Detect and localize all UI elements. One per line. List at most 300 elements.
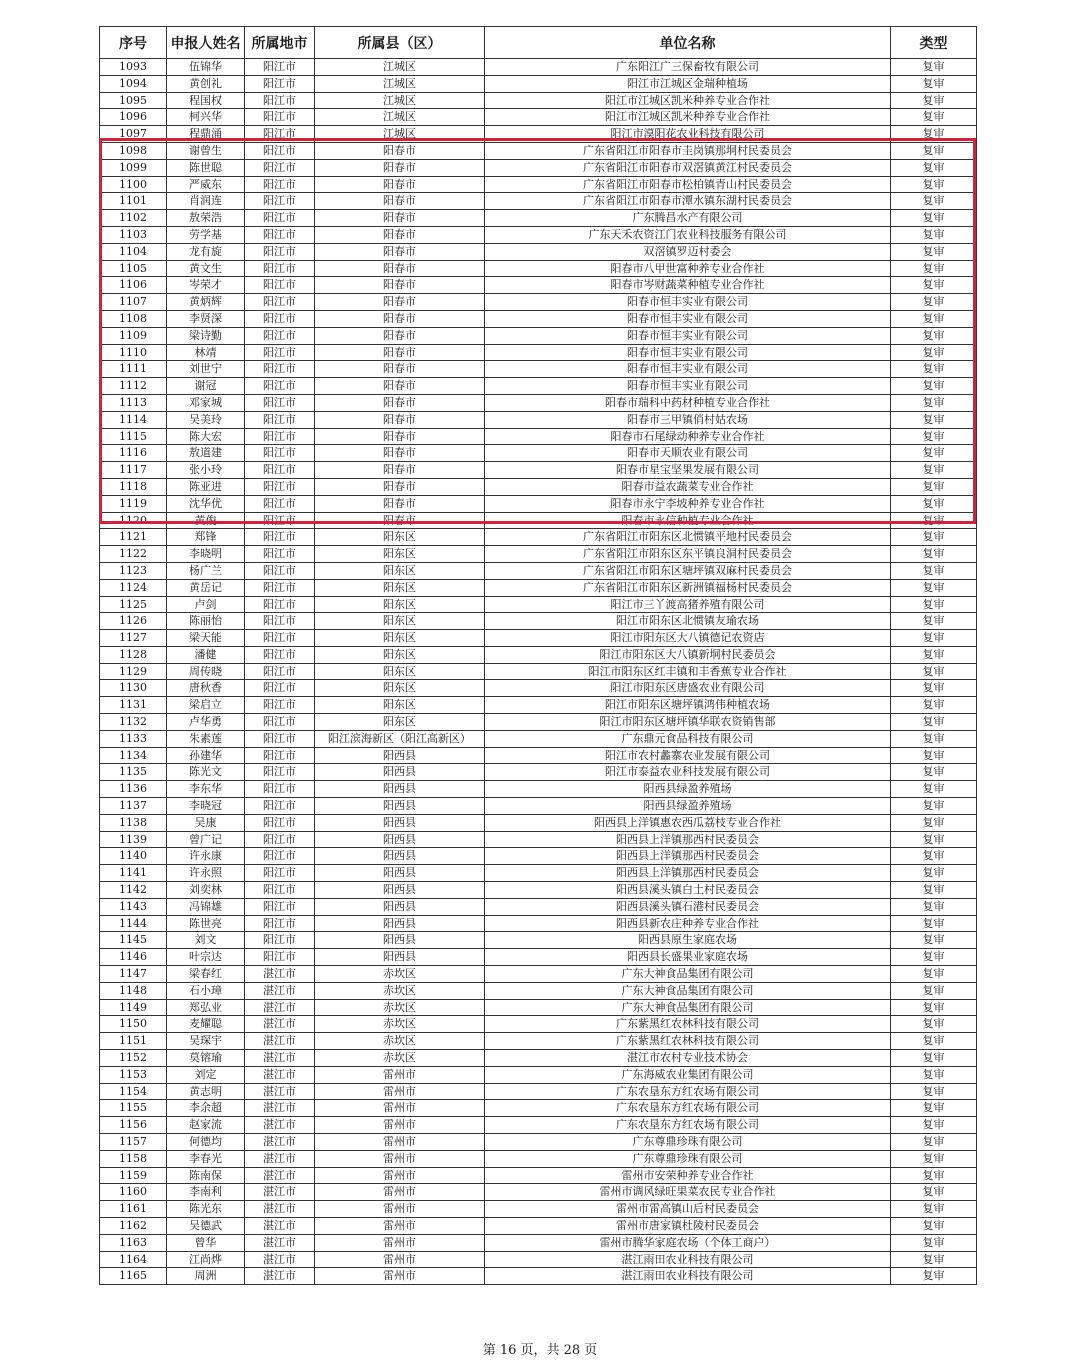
cell-county: 江城区 (315, 126, 485, 143)
cell-county: 阳春市 (315, 193, 485, 210)
cell-unit-name: 阳西县上洋镇惠农西瓜荔枝专业合作社 (485, 814, 891, 831)
cell-type: 复审 (891, 1234, 977, 1251)
cell-type: 复审 (891, 529, 977, 546)
cell-applicant-name: 许永康 (167, 848, 245, 865)
cell-applicant-name: 谢冠 (167, 378, 245, 395)
cell-county: 阳东区 (315, 546, 485, 563)
cell-city: 阳江市 (245, 126, 315, 143)
cell-type: 复审 (891, 932, 977, 949)
cell-county: 阳春市 (315, 159, 485, 176)
cell-city: 湛江市 (245, 1100, 315, 1117)
cell-county: 阳西县 (315, 882, 485, 899)
cell-type: 复审 (891, 344, 977, 361)
cell-county: 阳春市 (315, 277, 485, 294)
cell-city: 阳江市 (245, 428, 315, 445)
cell-serial: 1106 (100, 277, 167, 294)
table-row (100, 1150, 977, 1167)
cell-county: 阳春市 (315, 411, 485, 428)
cell-county: 阳西县 (315, 898, 485, 915)
table-row (100, 546, 977, 563)
cell-type: 复审 (891, 193, 977, 210)
cell-city: 阳江市 (245, 697, 315, 714)
cell-type: 复审 (891, 848, 977, 865)
cell-type: 复审 (891, 1184, 977, 1201)
cell-county: 阳东区 (315, 697, 485, 714)
cell-unit-name: 广东大神食品集团有限公司 (485, 966, 891, 983)
table-row (100, 176, 977, 193)
cell-serial: 1110 (100, 344, 167, 361)
table-row (100, 630, 977, 647)
table-row (100, 428, 977, 445)
cell-serial: 1146 (100, 949, 167, 966)
cell-city: 阳江市 (245, 714, 315, 731)
table-row (100, 982, 977, 999)
table-row (100, 109, 977, 126)
cell-city: 湛江市 (245, 999, 315, 1016)
cell-unit-name: 阳江市阳东区红丰镇和丰香蕉专业合作社 (485, 663, 891, 680)
cell-applicant-name: 杨广兰 (167, 562, 245, 579)
cell-city: 阳江市 (245, 109, 315, 126)
cell-unit-name: 广东紫黑红农林科技有限公司 (485, 1016, 891, 1033)
cell-applicant-name: 周传晓 (167, 663, 245, 680)
table-row (100, 1201, 977, 1218)
cell-applicant-name: 郑锋 (167, 529, 245, 546)
cell-unit-name: 广东省阳江市阳春市松柏镇青山村民委员会 (485, 176, 891, 193)
cell-type: 复审 (891, 1066, 977, 1083)
cell-serial: 1107 (100, 294, 167, 311)
cell-applicant-name: 孙建华 (167, 747, 245, 764)
cell-type: 复审 (891, 1217, 977, 1234)
cell-county: 阳春市 (315, 512, 485, 529)
cell-city: 湛江市 (245, 982, 315, 999)
table-row (100, 344, 977, 361)
cell-applicant-name: 麦耀聪 (167, 1016, 245, 1033)
cell-type: 复审 (891, 1050, 977, 1067)
table-row (100, 378, 977, 395)
cell-serial: 1120 (100, 512, 167, 529)
cell-type: 复审 (891, 1268, 977, 1285)
cell-county: 阳西县 (315, 747, 485, 764)
cell-type: 复审 (891, 798, 977, 815)
cell-serial: 1134 (100, 747, 167, 764)
cell-city: 湛江市 (245, 966, 315, 983)
cell-county: 雷州市 (315, 1217, 485, 1234)
cell-type: 复审 (891, 764, 977, 781)
cell-city: 阳江市 (245, 226, 315, 243)
cell-city: 阳江市 (245, 764, 315, 781)
cell-unit-name: 阳春市益农蔬菜专业合作社 (485, 478, 891, 495)
cell-serial: 1128 (100, 646, 167, 663)
cell-city: 阳江市 (245, 327, 315, 344)
cell-applicant-name: 梁诗勤 (167, 327, 245, 344)
cell-unit-name: 阳春市岑财蔬菜种植专业合作社 (485, 277, 891, 294)
cell-applicant-name: 陈世聪 (167, 159, 245, 176)
cell-type: 复审 (891, 646, 977, 663)
table-row (100, 126, 977, 143)
cell-type: 复审 (891, 546, 977, 563)
table-row (100, 394, 977, 411)
cell-serial: 1163 (100, 1234, 167, 1251)
header-city: 所属地市 (245, 27, 315, 59)
cell-type: 复审 (891, 714, 977, 731)
cell-unit-name: 阳春市恒丰实业有限公司 (485, 310, 891, 327)
cell-county: 阳春市 (315, 260, 485, 277)
cell-county: 阳西县 (315, 932, 485, 949)
cell-applicant-name: 曾华 (167, 1234, 245, 1251)
cell-county: 赤坎区 (315, 1016, 485, 1033)
cell-applicant-name: 何德均 (167, 1134, 245, 1151)
cell-city: 阳江市 (245, 512, 315, 529)
cell-county: 阳西县 (315, 949, 485, 966)
cell-county: 赤坎区 (315, 982, 485, 999)
cell-type: 复审 (891, 1083, 977, 1100)
cell-serial: 1122 (100, 546, 167, 563)
cell-city: 湛江市 (245, 1201, 315, 1218)
cell-type: 复审 (891, 747, 977, 764)
cell-applicant-name: 敖道建 (167, 445, 245, 462)
table-row (100, 327, 977, 344)
cell-city: 阳江市 (245, 529, 315, 546)
cell-unit-name: 广东省阳江市阳东区东平镇良洞村民委员会 (485, 546, 891, 563)
cell-type: 复审 (891, 1167, 977, 1184)
cell-county: 阳东区 (315, 579, 485, 596)
cell-type: 复审 (891, 814, 977, 831)
cell-county: 阳春市 (315, 243, 485, 260)
cell-county: 阳西县 (315, 915, 485, 932)
table-row (100, 1066, 977, 1083)
cell-county: 阳春市 (315, 344, 485, 361)
cell-applicant-name: 程国权 (167, 92, 245, 109)
table-row (100, 781, 977, 798)
cell-unit-name: 广东大神食品集团有限公司 (485, 999, 891, 1016)
cell-applicant-name: 陈南保 (167, 1167, 245, 1184)
cell-applicant-name: 刘文 (167, 932, 245, 949)
table-row (100, 747, 977, 764)
cell-unit-name: 阳江市江城区凯米种养专业合作社 (485, 92, 891, 109)
cell-serial: 1155 (100, 1100, 167, 1117)
cell-serial: 1126 (100, 613, 167, 630)
cell-unit-name: 雷州市唐家镇杜陵村民委员会 (485, 1217, 891, 1234)
cell-unit-name: 阳江市阳东区塘坪镇鸿伟种植农场 (485, 697, 891, 714)
cell-county: 江城区 (315, 92, 485, 109)
cell-type: 复审 (891, 562, 977, 579)
cell-applicant-name: 吴琛宇 (167, 1033, 245, 1050)
cell-type: 复审 (891, 92, 977, 109)
cell-city: 湛江市 (245, 1016, 315, 1033)
cell-county: 赤坎区 (315, 966, 485, 983)
cell-unit-name: 阳春市恒丰实业有限公司 (485, 344, 891, 361)
cell-applicant-name: 黄志明 (167, 1083, 245, 1100)
cell-applicant-name: 严威东 (167, 176, 245, 193)
cell-applicant-name: 刘定 (167, 1066, 245, 1083)
cell-applicant-name: 莫镕瑜 (167, 1050, 245, 1067)
cell-county: 雷州市 (315, 1150, 485, 1167)
cell-unit-name: 雷州市安荣种养专业合作社 (485, 1167, 891, 1184)
cell-city: 阳江市 (245, 579, 315, 596)
cell-applicant-name: 冯锦雄 (167, 898, 245, 915)
cell-county: 阳东区 (315, 646, 485, 663)
cell-type: 复审 (891, 1016, 977, 1033)
cell-applicant-name: 沈华优 (167, 495, 245, 512)
cell-type: 复审 (891, 142, 977, 159)
cell-city: 阳江市 (245, 462, 315, 479)
cell-type: 复审 (891, 663, 977, 680)
cell-unit-name: 阳春市恒丰实业有限公司 (485, 327, 891, 344)
cell-applicant-name: 李南利 (167, 1184, 245, 1201)
cell-unit-name: 广东阳江广三保畜牧有限公司 (485, 59, 891, 76)
table-row (100, 714, 977, 731)
cell-city: 湛江市 (245, 1066, 315, 1083)
cell-county: 阳江滨海新区（阳江高新区） (315, 730, 485, 747)
cell-county: 阳东区 (315, 630, 485, 647)
cell-applicant-name: 李东华 (167, 781, 245, 798)
cell-type: 复审 (891, 630, 977, 647)
cell-county: 雷州市 (315, 1268, 485, 1285)
table-row (100, 798, 977, 815)
cell-unit-name: 广东农垦东方红农场有限公司 (485, 1100, 891, 1117)
table-row (100, 932, 977, 949)
cell-serial: 1114 (100, 411, 167, 428)
cell-type: 复审 (891, 59, 977, 76)
table-row (100, 260, 977, 277)
cell-county: 雷州市 (315, 1117, 485, 1134)
cell-type: 复审 (891, 109, 977, 126)
cell-type: 复审 (891, 260, 977, 277)
cell-city: 湛江市 (245, 1234, 315, 1251)
cell-type: 复审 (891, 1117, 977, 1134)
cell-unit-name: 雷州市雷高镇山后村民委员会 (485, 1201, 891, 1218)
cell-unit-name: 广东省阳江市阳东区北惯镇平地村民委员会 (485, 529, 891, 546)
cell-county: 阳春市 (315, 294, 485, 311)
cell-type: 复审 (891, 1201, 977, 1218)
cell-county: 江城区 (315, 59, 485, 76)
cell-city: 湛江市 (245, 1134, 315, 1151)
cell-applicant-name: 唐秋香 (167, 680, 245, 697)
cell-county: 江城区 (315, 75, 485, 92)
table-row (100, 1100, 977, 1117)
cell-unit-name: 阳春市永宁李坡种养专业合作社 (485, 495, 891, 512)
cell-unit-name: 广东鼎元食品科技有限公司 (485, 730, 891, 747)
cell-applicant-name: 张小玲 (167, 462, 245, 479)
cell-serial: 1111 (100, 361, 167, 378)
cell-city: 阳江市 (245, 848, 315, 865)
cell-type: 复审 (891, 898, 977, 915)
page-number: 第 16 页，共 28 页 (482, 1343, 598, 1358)
cell-type: 复审 (891, 243, 977, 260)
table-row (100, 966, 977, 983)
cell-unit-name: 阳西县绿盈养殖场 (485, 781, 891, 798)
cell-county: 赤坎区 (315, 999, 485, 1016)
cell-county: 阳西县 (315, 814, 485, 831)
cell-city: 阳江市 (245, 562, 315, 579)
cell-applicant-name: 邓家城 (167, 394, 245, 411)
cell-city: 阳江市 (245, 59, 315, 76)
cell-unit-name: 广东天禾农资江门农业科技服务有限公司 (485, 226, 891, 243)
cell-unit-name: 广东紫黑红农林科技有限公司 (485, 1033, 891, 1050)
table-row (100, 361, 977, 378)
table-body (100, 59, 977, 1285)
table-row (100, 1117, 977, 1134)
cell-serial: 1159 (100, 1167, 167, 1184)
cell-applicant-name: 梁天能 (167, 630, 245, 647)
cell-serial: 1136 (100, 781, 167, 798)
cell-county: 阳西县 (315, 781, 485, 798)
cell-serial: 1116 (100, 445, 167, 462)
cell-city: 湛江市 (245, 1033, 315, 1050)
cell-applicant-name: 叶宗达 (167, 949, 245, 966)
cell-applicant-name: 陈光文 (167, 764, 245, 781)
cell-serial: 1145 (100, 932, 167, 949)
cell-type: 复审 (891, 1150, 977, 1167)
cell-serial: 1102 (100, 210, 167, 227)
header-serial: 序号 (100, 27, 167, 59)
cell-serial: 1138 (100, 814, 167, 831)
cell-county: 阳东区 (315, 663, 485, 680)
table-row (100, 915, 977, 932)
cell-city: 阳江市 (245, 814, 315, 831)
cell-county: 阳东区 (315, 714, 485, 731)
cell-county: 阳春市 (315, 327, 485, 344)
table-row (100, 1134, 977, 1151)
cell-applicant-name: 黄岳记 (167, 579, 245, 596)
cell-unit-name: 双滘镇罗迈村委会 (485, 243, 891, 260)
cell-city: 阳江市 (245, 294, 315, 311)
cell-serial: 1108 (100, 310, 167, 327)
table-row (100, 445, 977, 462)
cell-city: 阳江市 (245, 865, 315, 882)
cell-type: 复审 (891, 781, 977, 798)
cell-county: 阳西县 (315, 798, 485, 815)
cell-type: 复审 (891, 327, 977, 344)
cell-city: 阳江市 (245, 949, 315, 966)
cell-serial: 1094 (100, 75, 167, 92)
cell-serial: 1133 (100, 730, 167, 747)
table-row (100, 898, 977, 915)
table-row (100, 949, 977, 966)
cell-city: 阳江市 (245, 176, 315, 193)
table-row (100, 478, 977, 495)
cell-serial: 1100 (100, 176, 167, 193)
cell-county: 阳西县 (315, 865, 485, 882)
cell-type: 复审 (891, 495, 977, 512)
table-row (100, 865, 977, 882)
cell-unit-name: 阳西县溪头镇白土村民委员会 (485, 882, 891, 899)
cell-serial: 1140 (100, 848, 167, 865)
cell-serial: 1153 (100, 1066, 167, 1083)
cell-unit-name: 阳江市三丫渡高猪养殖有限公司 (485, 596, 891, 613)
cell-applicant-name: 黄俊 (167, 512, 245, 529)
cell-city: 阳江市 (245, 92, 315, 109)
cell-county: 雷州市 (315, 1066, 485, 1083)
cell-serial: 1142 (100, 882, 167, 899)
cell-unit-name: 阳江市阳东区北惯镇友瑜农场 (485, 613, 891, 630)
cell-county: 阳春市 (315, 210, 485, 227)
cell-serial: 1103 (100, 226, 167, 243)
cell-type: 复审 (891, 831, 977, 848)
cell-unit-name: 阳江市阳东区大八镇德记农资店 (485, 630, 891, 647)
cell-type: 复审 (891, 966, 977, 983)
cell-city: 阳江市 (245, 277, 315, 294)
cell-unit-name: 广东省阳江市阳春市潭水镇东湖村民委员会 (485, 193, 891, 210)
cell-serial: 1154 (100, 1083, 167, 1100)
cell-unit-name: 阳春市天顺农业有限公司 (485, 445, 891, 462)
cell-serial: 1112 (100, 378, 167, 395)
table-row (100, 697, 977, 714)
cell-county: 阳春市 (315, 142, 485, 159)
cell-city: 阳江市 (245, 478, 315, 495)
cell-applicant-name: 李晓冠 (167, 798, 245, 815)
cell-serial: 1101 (100, 193, 167, 210)
cell-city: 阳江市 (245, 882, 315, 899)
cell-applicant-name: 李贤深 (167, 310, 245, 327)
cell-applicant-name: 吴美玲 (167, 411, 245, 428)
cell-type: 复审 (891, 865, 977, 882)
table-row (100, 1234, 977, 1251)
cell-type: 复审 (891, 75, 977, 92)
table-header (100, 27, 977, 59)
cell-unit-name: 广东农垦东方红农场有限公司 (485, 1117, 891, 1134)
cell-applicant-name: 陈光东 (167, 1201, 245, 1218)
cell-city: 阳江市 (245, 344, 315, 361)
header-applicant-name: 申报人姓名 (167, 27, 245, 59)
cell-serial: 1135 (100, 764, 167, 781)
cell-type: 复审 (891, 411, 977, 428)
cell-serial: 1143 (100, 898, 167, 915)
cell-unit-name: 阳西县原生家庭农场 (485, 932, 891, 949)
cell-unit-name: 阳江市漠阳花农业科技有限公司 (485, 126, 891, 143)
cell-applicant-name: 赵家流 (167, 1117, 245, 1134)
cell-applicant-name: 吴康 (167, 814, 245, 831)
cell-type: 复审 (891, 613, 977, 630)
cell-serial: 1105 (100, 260, 167, 277)
cell-serial: 1147 (100, 966, 167, 983)
cell-city: 阳江市 (245, 915, 315, 932)
cell-type: 复审 (891, 159, 977, 176)
cell-type: 复审 (891, 226, 977, 243)
cell-county: 雷州市 (315, 1234, 485, 1251)
cell-unit-name: 阳西县上洋镇那西村民委员会 (485, 848, 891, 865)
cell-applicant-name: 郑弘业 (167, 999, 245, 1016)
cell-serial: 1137 (100, 798, 167, 815)
cell-type: 复审 (891, 915, 977, 932)
cell-city: 阳江市 (245, 310, 315, 327)
cell-serial: 1150 (100, 1016, 167, 1033)
cell-type: 复审 (891, 512, 977, 529)
cell-serial: 1127 (100, 630, 167, 647)
cell-city: 湛江市 (245, 1184, 315, 1201)
table-row (100, 562, 977, 579)
table-row (100, 1016, 977, 1033)
cell-unit-name: 广东农垦东方红农场有限公司 (485, 1083, 891, 1100)
table-row (100, 1050, 977, 1067)
cell-unit-name: 广东省阳江市阳东区塘坪镇双麻村民委员会 (485, 562, 891, 579)
table-row (100, 882, 977, 899)
table-row (100, 310, 977, 327)
cell-applicant-name: 程鼎涌 (167, 126, 245, 143)
cell-applicant-name: 江尚烨 (167, 1251, 245, 1268)
cell-county: 阳东区 (315, 613, 485, 630)
cell-county: 雷州市 (315, 1184, 485, 1201)
cell-city: 湛江市 (245, 1251, 315, 1268)
cell-city: 阳江市 (245, 781, 315, 798)
header-unit-name: 单位名称 (485, 27, 891, 59)
cell-unit-name: 阳春市永信种植专业合作社 (485, 512, 891, 529)
cell-serial: 1156 (100, 1117, 167, 1134)
cell-type: 复审 (891, 579, 977, 596)
cell-serial: 1152 (100, 1050, 167, 1067)
cell-applicant-name: 黄创礼 (167, 75, 245, 92)
table-row (100, 159, 977, 176)
